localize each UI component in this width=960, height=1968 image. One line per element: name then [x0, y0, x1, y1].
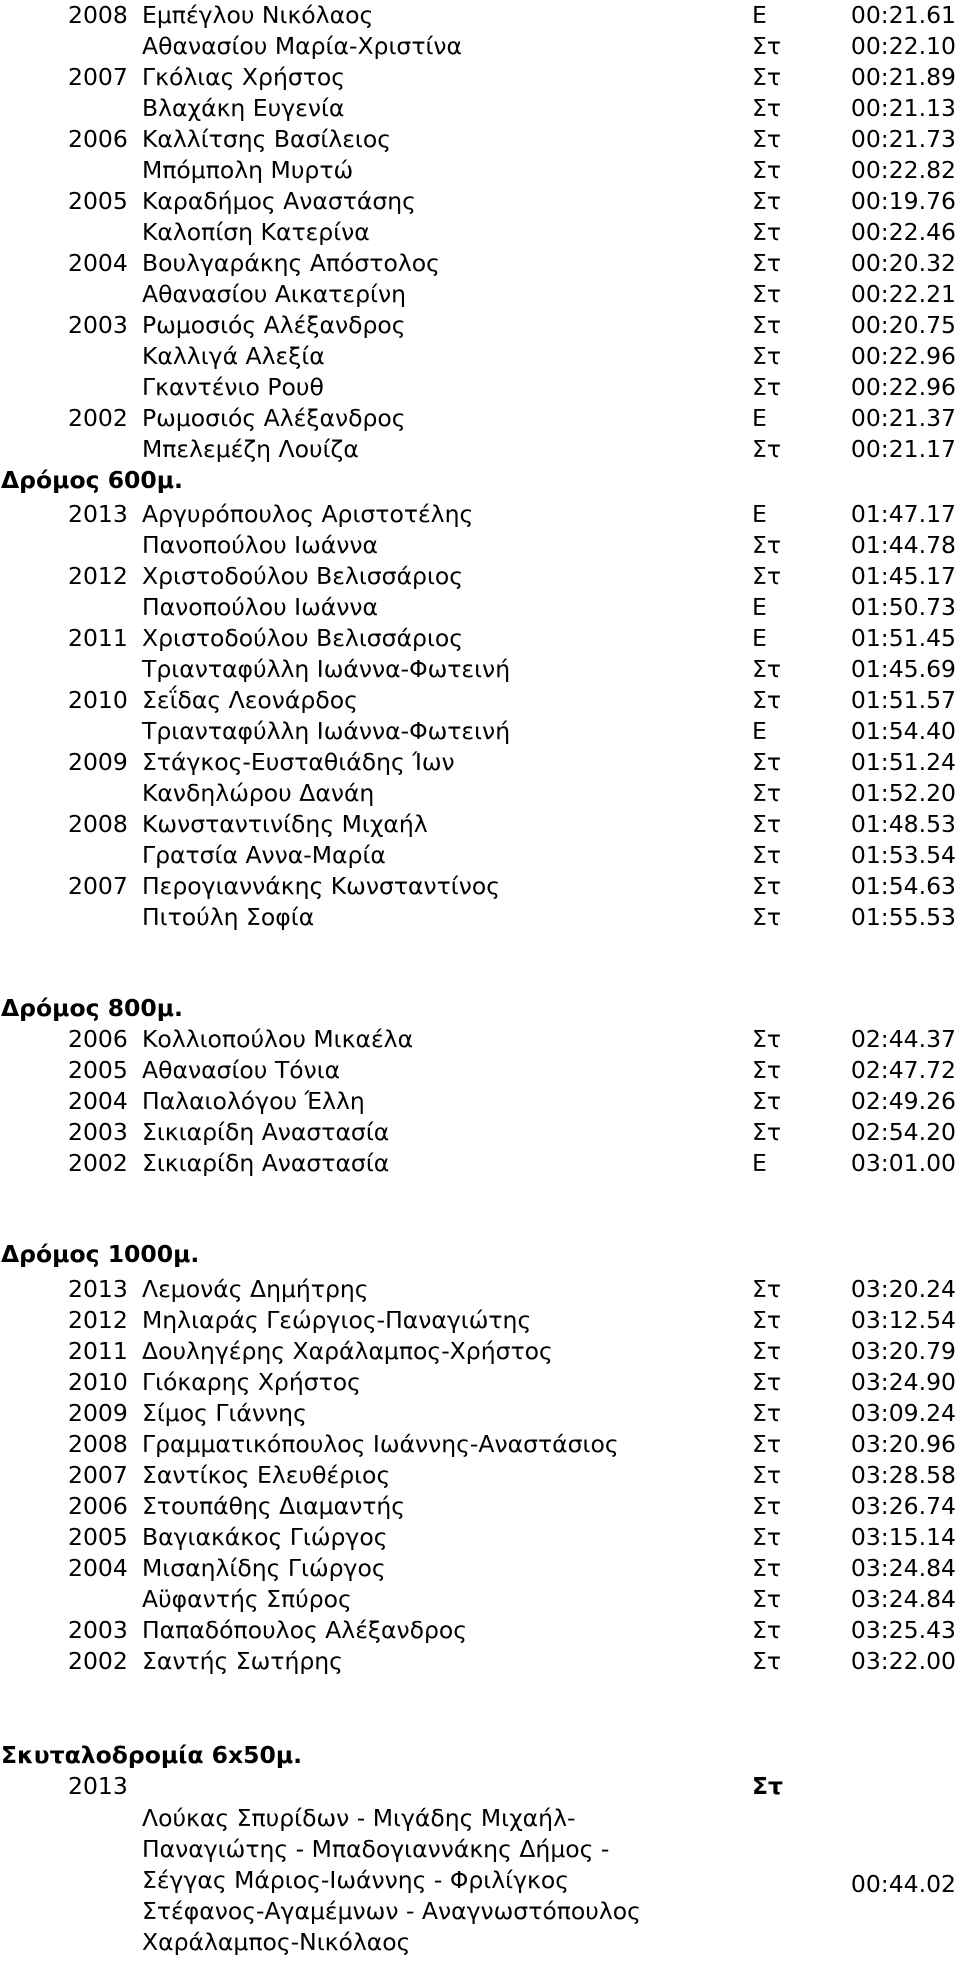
category-cell: Στ — [752, 1430, 781, 1458]
category-cell: Στ — [752, 1585, 781, 1613]
time-cell: 01:53.54 — [850, 841, 956, 869]
category-cell: Στ — [752, 1492, 781, 1520]
table-row — [0, 186, 960, 217]
time-cell: 03:15.14 — [850, 1523, 956, 1551]
category-cell: Στ — [752, 1275, 781, 1303]
table-row — [0, 1460, 960, 1491]
athlete-name: Δουληγέρης Χαράλαμπος-Χρήστος — [142, 1337, 553, 1365]
year-cell: 2006 — [68, 125, 128, 153]
time-cell: 00:21.17 — [850, 435, 956, 463]
table-row — [0, 1367, 960, 1398]
category-cell: Στ — [752, 1523, 781, 1551]
athlete-name: Βουλγαράκης Απόστολος — [142, 249, 440, 277]
time-cell: 01:48.53 — [850, 810, 956, 838]
category-cell: Στ — [752, 342, 781, 370]
table-row — [0, 1398, 960, 1429]
category-cell: Στ — [752, 562, 781, 590]
table-row — [0, 1491, 960, 1522]
category-cell: Στ — [752, 435, 781, 463]
athlete-name: Βλαχάκη Ευγενία — [142, 94, 345, 122]
table-row — [0, 1305, 960, 1336]
year-cell: 2011 — [68, 624, 128, 652]
section-title-800m: Δρόμος 800μ. — [1, 994, 183, 1022]
athlete-name: Στουπάθης Διαμαντής — [142, 1492, 406, 1520]
category-cell: Στ — [752, 1399, 781, 1427]
table-row — [0, 530, 960, 561]
relay-team-line: Παναγιώτης - Μπαδογιαννάκης Δήμος - — [142, 1835, 610, 1863]
category-cell: Στ — [752, 218, 781, 246]
time-cell: 01:51.24 — [850, 748, 956, 776]
athlete-name: Γκόλιας Χρήστος — [142, 63, 346, 91]
time-cell: 03:24.84 — [850, 1554, 956, 1582]
athlete-name: Γιόκαρης Χρήστος — [142, 1368, 361, 1396]
time-cell: 01:54.63 — [850, 872, 956, 900]
category-cell: Στ — [752, 531, 781, 559]
time-cell: 03:20.79 — [850, 1337, 956, 1365]
time-cell: 03:24.90 — [850, 1368, 956, 1396]
year-cell: 2010 — [68, 686, 128, 714]
athlete-name: Πιτούλη Σοφία — [142, 903, 315, 931]
athlete-name: Ρωμοσιός Αλέξανδρος — [142, 404, 406, 432]
category-cell: Στ — [752, 94, 781, 122]
category-cell: Στ — [752, 280, 781, 308]
category-cell: Στ — [752, 810, 781, 838]
athlete-name: Καλοπίση Κατερίνα — [142, 218, 370, 246]
year-cell: 2013 — [68, 1275, 128, 1303]
table-row — [0, 124, 960, 155]
section-title-600m: Δρόμος 600μ. — [1, 466, 183, 494]
year-cell: 2004 — [68, 1087, 128, 1115]
athlete-name: Στάγκος-Ευσταθιάδης Ίων — [142, 748, 455, 776]
athlete-name: Μισαηλίδης Γιώργος — [142, 1554, 386, 1582]
table-row — [0, 871, 960, 902]
time-cell: 00:19.76 — [850, 187, 956, 215]
table-row — [0, 1274, 960, 1305]
category-cell: Στ — [752, 1616, 781, 1644]
athlete-name: Γραμματικόπουλος Ιωάννης-Αναστάσιος — [142, 1430, 619, 1458]
table-row — [0, 1055, 960, 1086]
category-cell: Στ — [752, 1368, 781, 1396]
athlete-name: Καραδήμος Αναστάσης — [142, 187, 416, 215]
table-row — [0, 716, 960, 747]
athlete-name: Τριανταφύλλη Ιωάννα-Φωτεινή — [142, 655, 511, 683]
time-cell: 00:22.96 — [850, 342, 956, 370]
time-cell: 00:22.96 — [850, 373, 956, 401]
year-cell: 2003 — [68, 311, 128, 339]
time-cell: 03:26.74 — [850, 1492, 956, 1520]
athlete-name: Αϋφαντής Σπύρος — [142, 1585, 352, 1613]
time-cell: 01:51.45 — [850, 624, 956, 652]
year-cell: 2005 — [68, 1523, 128, 1551]
athlete-name: Ρωμοσιός Αλέξανδρος — [142, 311, 406, 339]
time-cell: 00:22.82 — [850, 156, 956, 184]
time-cell: 02:49.26 — [850, 1087, 956, 1115]
table-row — [0, 561, 960, 592]
athlete-name: Μπόμπολη Μυρτώ — [142, 156, 354, 184]
category-cell: Στ — [752, 1087, 781, 1115]
category-cell: Στ — [752, 779, 781, 807]
table-row — [0, 341, 960, 372]
table-row — [0, 1148, 960, 1179]
category-cell: Ε — [752, 624, 767, 652]
time-cell: 02:47.72 — [850, 1056, 956, 1084]
category-cell: Στ — [752, 1306, 781, 1334]
athlete-name: Γρατσία Αννα-Μαρία — [142, 841, 386, 869]
category-cell: Στ — [752, 1118, 781, 1146]
athlete-name: Περογιαννάκης Κωνσταντίνος — [142, 872, 501, 900]
athlete-name: Αθανασίου Μαρία-Χριστίνα — [142, 32, 463, 60]
table-row — [0, 155, 960, 186]
athlete-name: Κωνσταντινίδης Μιχαήλ — [142, 810, 428, 838]
athlete-name: Παπαδόπουλος Αλέξανδρος — [142, 1616, 468, 1644]
relay-category: Στ — [752, 1772, 784, 1800]
time-cell: 03:25.43 — [850, 1616, 956, 1644]
category-cell: Στ — [752, 373, 781, 401]
table-row — [0, 93, 960, 124]
time-cell: 00:20.32 — [850, 249, 956, 277]
table-row — [0, 840, 960, 871]
table-row — [0, 902, 960, 933]
time-cell: 03:09.24 — [850, 1399, 956, 1427]
year-cell: 2006 — [68, 1025, 128, 1053]
table-row — [0, 62, 960, 93]
category-cell: Στ — [752, 187, 781, 215]
table-row — [0, 372, 960, 403]
athlete-name: Χριστοδούλου Βελισσάριος — [142, 562, 464, 590]
time-cell: 01:51.57 — [850, 686, 956, 714]
category-cell: Στ — [752, 1461, 781, 1489]
time-cell: 01:47.17 — [850, 500, 956, 528]
athlete-name: Λεμονάς Δημήτρης — [142, 1275, 369, 1303]
year-cell: 2013 — [68, 500, 128, 528]
time-cell: 02:44.37 — [850, 1025, 956, 1053]
category-cell: Ε — [752, 1, 767, 29]
category-cell: Ε — [752, 717, 767, 745]
time-cell: 03:20.24 — [850, 1275, 956, 1303]
year-cell: 2008 — [68, 1, 128, 29]
time-cell: 01:44.78 — [850, 531, 956, 559]
year-cell: 2009 — [68, 748, 128, 776]
time-cell: 02:54.20 — [850, 1118, 956, 1146]
relay-team-line: Λούκας Σπυρίδων - Μιγάδης Μιχαήλ- — [142, 1804, 576, 1832]
category-cell: Στ — [752, 156, 781, 184]
table-row — [0, 1336, 960, 1367]
relay-time: 00:44.02 — [850, 1870, 956, 1898]
category-cell: Στ — [752, 1056, 781, 1084]
athlete-name: Σίμος Γιάννης — [142, 1399, 307, 1427]
relay-team-line: Στέφανος-Αγαμέμνων - Αναγνωστόπουλος — [142, 1897, 641, 1925]
table-row — [0, 31, 960, 62]
athlete-name: Εμπέγλου Νικόλαος — [142, 1, 374, 29]
time-cell: 03:01.00 — [850, 1149, 956, 1177]
time-cell: 01:52.20 — [850, 779, 956, 807]
table-row — [0, 1117, 960, 1148]
category-cell: Στ — [752, 1647, 781, 1675]
category-cell: Στ — [752, 63, 781, 91]
time-cell: 01:54.40 — [850, 717, 956, 745]
time-cell: 01:45.69 — [850, 655, 956, 683]
category-cell: Ε — [752, 1149, 767, 1177]
time-cell: 03:24.84 — [850, 1585, 956, 1613]
table-row — [0, 310, 960, 341]
table-row — [0, 809, 960, 840]
athlete-name: Σαντίκος Ελευθέριος — [142, 1461, 391, 1489]
time-cell: 01:55.53 — [850, 903, 956, 931]
athlete-name: Κανδηλώρου Δανάη — [142, 779, 375, 807]
relay-header-row — [0, 1771, 960, 1802]
time-cell: 00:21.61 — [850, 1, 956, 29]
time-cell: 01:50.73 — [850, 593, 956, 621]
athlete-name: Καλλιγά Αλεξία — [142, 342, 325, 370]
table-row — [0, 434, 960, 465]
table-row — [0, 1024, 960, 1055]
year-cell: 2003 — [68, 1118, 128, 1146]
year-cell: 2002 — [68, 404, 128, 432]
category-cell: Στ — [752, 1337, 781, 1365]
table-row — [0, 248, 960, 279]
time-cell: 00:21.89 — [850, 63, 956, 91]
athlete-name: Γκαντένιο Ρουθ — [142, 373, 324, 401]
athlete-name: Μηλιαράς Γεώργιος-Παναγιώτης — [142, 1306, 532, 1334]
category-cell: Στ — [752, 249, 781, 277]
athlete-name: Σικιαρίδη Αναστασία — [142, 1118, 390, 1146]
table-row — [0, 623, 960, 654]
time-cell: 00:21.13 — [850, 94, 956, 122]
table-row — [0, 403, 960, 434]
athlete-name: Πανοπούλου Ιωάννα — [142, 531, 378, 559]
section-title-1000m: Δρόμος 1000μ. — [1, 1240, 200, 1268]
category-cell: Στ — [752, 1025, 781, 1053]
category-cell: Στ — [752, 686, 781, 714]
category-cell: Ε — [752, 500, 767, 528]
time-cell: 03:28.58 — [850, 1461, 956, 1489]
table-row — [0, 1086, 960, 1117]
year-cell: 2008 — [68, 810, 128, 838]
table-row — [0, 654, 960, 685]
table-row — [0, 1429, 960, 1460]
year-cell: 2002 — [68, 1149, 128, 1177]
time-cell: 03:20.96 — [850, 1430, 956, 1458]
category-cell: Στ — [752, 1554, 781, 1582]
year-cell: 2005 — [68, 187, 128, 215]
athlete-name: Κολλιοπούλου Μικαέλα — [142, 1025, 414, 1053]
table-row — [0, 0, 960, 31]
year-cell: 2009 — [68, 1399, 128, 1427]
table-row — [0, 592, 960, 623]
athlete-name: Μπελεμέζη Λουίζα — [142, 435, 359, 463]
time-cell: 00:22.46 — [850, 218, 956, 246]
athlete-name: Αργυρόπουλος Αριστοτέλης — [142, 500, 474, 528]
athlete-name: Σικιαρίδη Αναστασία — [142, 1149, 390, 1177]
time-cell: 00:21.37 — [850, 404, 956, 432]
year-cell: 2011 — [68, 1337, 128, 1365]
athlete-name: Σαντής Σωτήρης — [142, 1647, 343, 1675]
table-row — [0, 685, 960, 716]
athlete-name: Βαγιακάκος Γιώργος — [142, 1523, 388, 1551]
table-row — [0, 1522, 960, 1553]
time-cell: 01:45.17 — [850, 562, 956, 590]
table-row — [0, 1646, 960, 1677]
athlete-name: Χριστοδούλου Βελισσάριος — [142, 624, 464, 652]
table-row — [0, 778, 960, 809]
year-cell: 2004 — [68, 249, 128, 277]
category-cell: Ε — [752, 404, 767, 432]
section-title-relay: Σκυταλοδρομία 6x50μ. — [1, 1741, 303, 1769]
table-row — [0, 1584, 960, 1615]
time-cell: 00:21.73 — [850, 125, 956, 153]
time-cell: 03:12.54 — [850, 1306, 956, 1334]
category-cell: Στ — [752, 903, 781, 931]
table-row — [0, 747, 960, 778]
category-cell: Στ — [752, 311, 781, 339]
relay-team-line: Σέγγας Μάριος-Ιωάννης - Φριλίγκος — [142, 1866, 570, 1894]
time-cell: 00:22.21 — [850, 280, 956, 308]
category-cell: Στ — [752, 655, 781, 683]
year-cell: 2007 — [68, 63, 128, 91]
athlete-name: Τριανταφύλλη Ιωάννα-Φωτεινή — [142, 717, 511, 745]
category-cell: Στ — [752, 125, 781, 153]
table-row — [0, 279, 960, 310]
time-cell: 00:22.10 — [850, 32, 956, 60]
time-cell: 03:22.00 — [850, 1647, 956, 1675]
year-cell: 2010 — [68, 1368, 128, 1396]
table-row — [0, 499, 960, 530]
year-cell: 2006 — [68, 1492, 128, 1520]
time-cell: 00:20.75 — [850, 311, 956, 339]
year-cell: 2004 — [68, 1554, 128, 1582]
year-cell: 2007 — [68, 872, 128, 900]
athlete-name: Παλαιολόγου Έλλη — [142, 1087, 365, 1115]
athlete-name: Καλλίτσης Βασίλειος — [142, 125, 392, 153]
athlete-name: Πανοπούλου Ιωάννα — [142, 593, 378, 621]
year-cell: 2012 — [68, 562, 128, 590]
category-cell: Στ — [752, 841, 781, 869]
table-row — [0, 217, 960, 248]
year-cell: 2005 — [68, 1056, 128, 1084]
year-cell: 2007 — [68, 1461, 128, 1489]
category-cell: Ε — [752, 593, 767, 621]
athlete-name: Αθανασίου Τόνια — [142, 1056, 341, 1084]
year-cell: 2002 — [68, 1647, 128, 1675]
relay-year: 2013 — [68, 1772, 128, 1800]
year-cell: 2012 — [68, 1306, 128, 1334]
table-row — [0, 1553, 960, 1584]
category-cell: Στ — [752, 748, 781, 776]
table-row — [0, 1615, 960, 1646]
category-cell: Στ — [752, 32, 781, 60]
year-cell: 2003 — [68, 1616, 128, 1644]
athlete-name: Σεΐδας Λεονάρδος — [142, 686, 358, 714]
category-cell: Στ — [752, 872, 781, 900]
athlete-name: Αθανασίου Αικατερίνη — [142, 280, 406, 308]
relay-team-line: Χαράλαμπος-Νικόλαος — [142, 1928, 411, 1956]
year-cell: 2008 — [68, 1430, 128, 1458]
